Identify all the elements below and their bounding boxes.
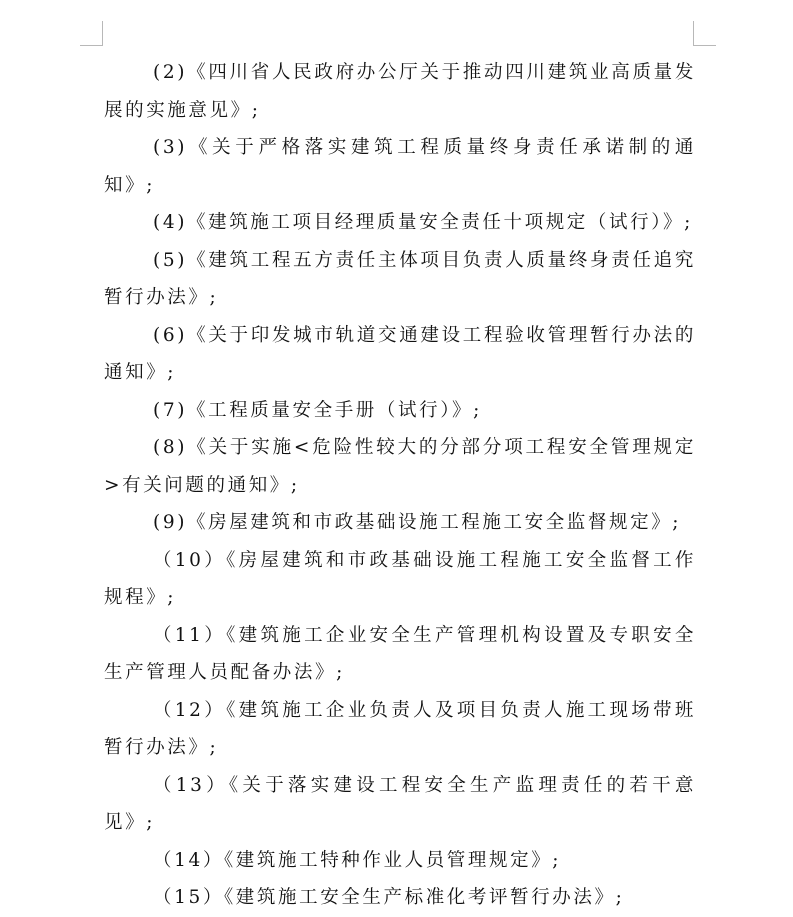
list-item-12: （12）《建筑施工企业负责人及项目负责人施工现场带班暂行办法》; xyxy=(104,699,696,758)
margin-corner-mark-right xyxy=(693,21,716,46)
list-item-2: (2)《四川省人民政府办公厅关于推动四川建筑业高质量发展的实施意见》; xyxy=(104,62,696,121)
list-item-15: （15）《建筑施工安全生产标准化考评暂行办法》; xyxy=(153,887,625,908)
list-item-13: （13）《关于落实建设工程安全生产监理责任的若干意见》; xyxy=(104,774,696,833)
list-item-6: (6)《关于印发城市轨道交通建设工程验收管理暂行办法的通知》; xyxy=(104,324,696,383)
list-item-7: (7)《工程质量安全手册（试行）》; xyxy=(153,399,482,421)
margin-corner-mark-left xyxy=(80,21,103,46)
list-item-14: （14）《建筑施工特种作业人员管理规定》; xyxy=(153,849,562,871)
list-item-9: (9)《房屋建筑和市政基础设施工程施工安全监督规定》; xyxy=(153,512,682,533)
document-body xyxy=(104,54,696,917)
list-item-8: (8)《关于实施<危险性较大的分部分项工程安全管理规定>有关问题的通知》; xyxy=(104,437,696,496)
list-item-3: (3)《关于严格落实建筑工程质量终身责任承诺制的通知》; xyxy=(104,137,696,196)
list-item-10: （10）《房屋建筑和市政基础设施工程施工安全监督工作规程》; xyxy=(104,549,696,608)
list-item-11: （11）《建筑施工企业安全生产管理机构设置及专职安全生产管理人员配备办法》; xyxy=(104,624,696,683)
list-item-4: (4)《建筑施工项目经理质量安全责任十项规定（试行）》; xyxy=(153,212,693,233)
list-item-5: (5)《建筑工程五方责任主体项目负责人质量终身责任追究暂行办法》; xyxy=(104,249,696,308)
